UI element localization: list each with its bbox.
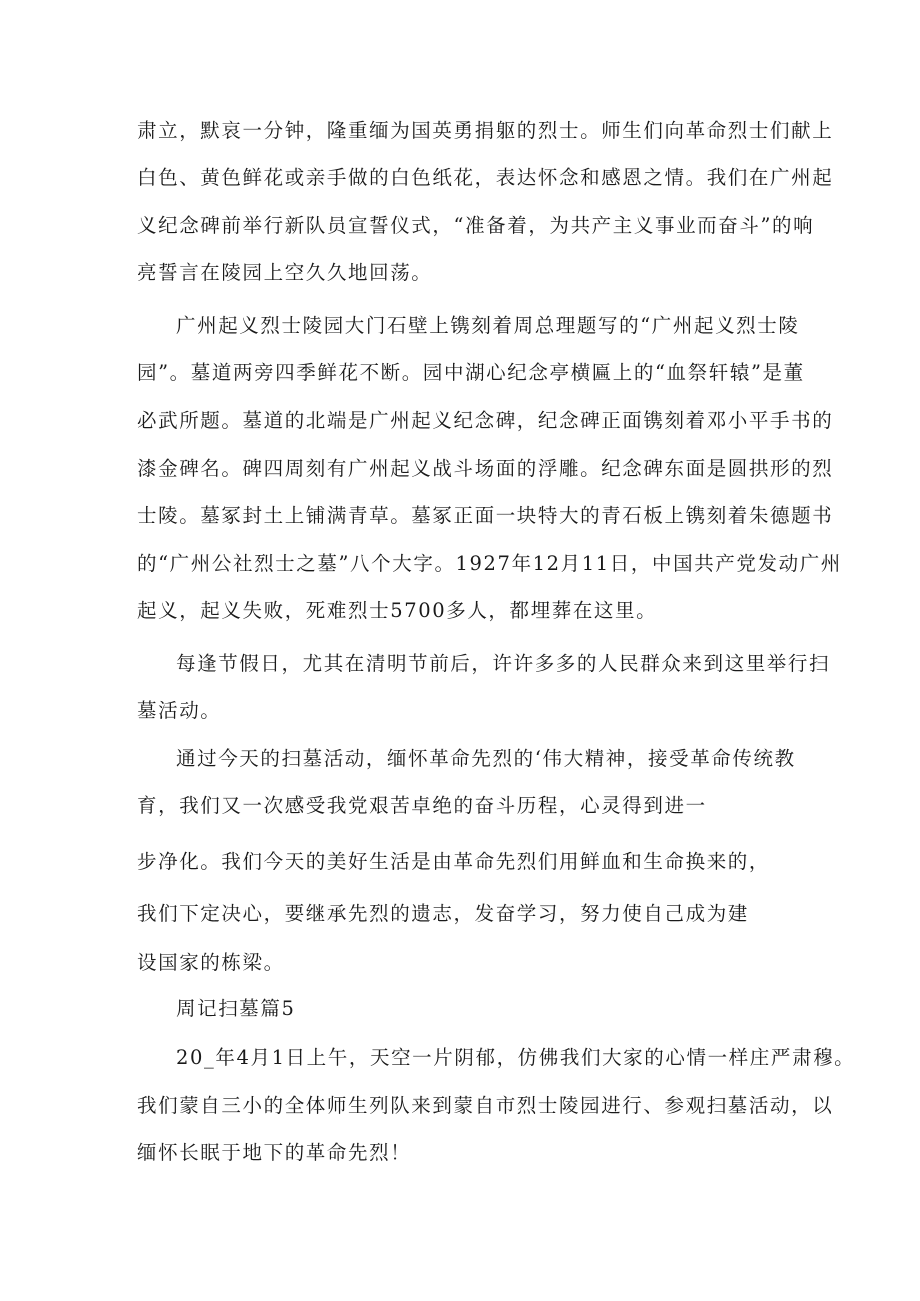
paragraph-4-line-5: 设国家的栋梁。 (137, 951, 285, 974)
paragraph-2-line-3: 必武所题。墓道的北端是广州起义纪念碑，纪念碑正面镌刻着邓小平手书的 (137, 409, 834, 432)
paragraph-2-line-5: 士陵。墓冢封土上铺满青草。墓冢正面一块特大的青石板上镌刻着朱德题书 (137, 504, 834, 527)
section-heading: 周记扫墓篇5 (176, 997, 296, 1020)
paragraph-2-line-1: 广州起义烈士陵园大门石壁上镌刻着周总理题写的“广州起义烈士陵 (176, 314, 800, 337)
paragraph-3-line-1: 每逢节假日，尤其在清明节前后，许许多多的人民群众来到这里举行扫 (176, 652, 831, 675)
paragraph-4-line-4: 我们下定决心，要继承先烈的遗志，发奋学习，努力使自己成为建 (137, 902, 749, 925)
paragraph-2-line-7: 起义，起义失败，死难烈士5700多人，都埋葬在这里。 (137, 599, 658, 622)
paragraph-1-line-3: 义纪念碑前举行新队员宣誓仪式，“准备着，为共产主义事业而奋斗”的响 (137, 214, 815, 237)
paragraph-1-line-1: 肃立，默哀一分钟，隆重缅为国英勇捐躯的烈士。师生们向革命烈士们献上 (137, 119, 834, 142)
paragraph-5-line-3: 缅怀长眠于地下的革命先烈！ (137, 1141, 412, 1164)
paragraph-3-line-2: 墓活动。 (137, 699, 222, 722)
paragraph-1-line-2: 白色、黄色鲜花或亲手做的白色纸花，表达怀念和感恩之情。我们在广州起 (137, 166, 834, 189)
paragraph-4-line-3: 步净化。我们今天的美好生活是由革命先烈们用鲜血和生命换来的， (137, 850, 771, 873)
paragraph-4-line-1: 通过今天的扫墓活动，缅怀革命先烈的‘伟大精神，接受革命传统教 (176, 747, 796, 770)
paragraph-1-line-4: 亮誓言在陵园上空久久地回荡。 (137, 261, 433, 284)
paragraph-5-line-2: 我们蒙自三小的全体师生列队来到蒙自市烈士陵园进行、参观扫墓活动，以 (137, 1094, 834, 1117)
paragraph-2-line-2: 园”。墓道两旁四季鲜花不断。园中湖心纪念亭横匾上的“血祭轩辕”是董 (137, 361, 805, 384)
paragraph-5-line-1: 20_年4月1日上午，天空一片阴郁，仿佛我们大家的心情一样庄严肃穆。 (176, 1046, 856, 1069)
paragraph-2-line-6: 的“广州公社烈士之墓”八个大字。1927年12月11日，中国共产党发动广州 (137, 552, 842, 575)
paragraph-4-line-2: 育，我们又一次感受我党艰苦卓绝的奋斗历程，心灵得到进一 (137, 794, 707, 817)
paragraph-2-line-4: 漆金碑名。碑四周刻有广州起义战斗场面的浮雕。纪念碑东面是圆拱形的烈 (137, 457, 834, 480)
